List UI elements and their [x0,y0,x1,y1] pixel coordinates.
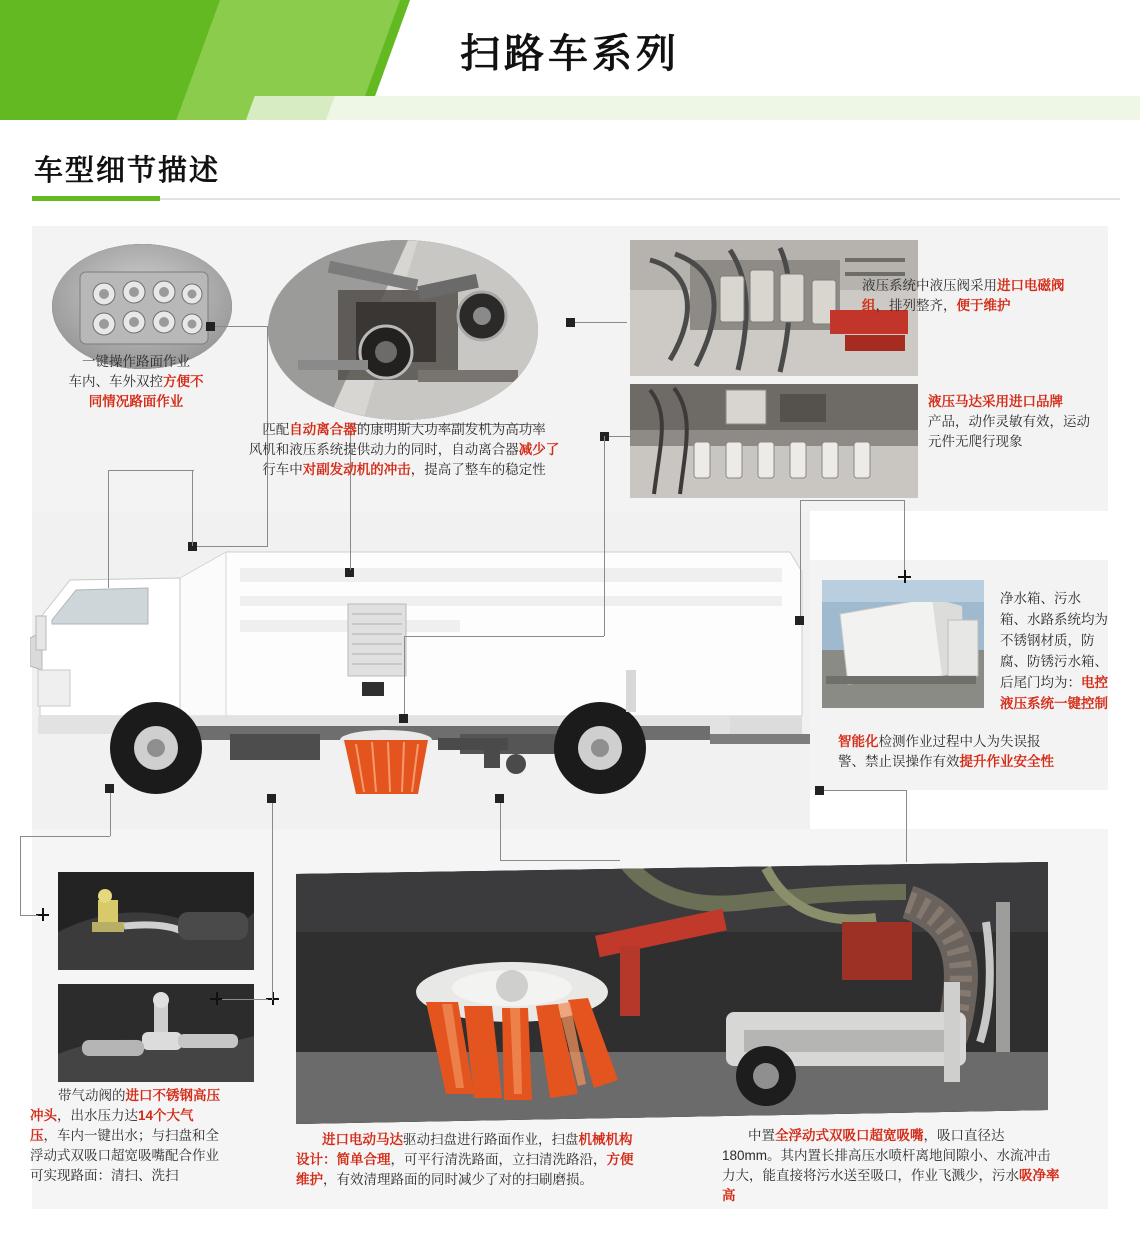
connector-line [800,500,801,620]
caption-line: 箱、水路系统均为 [1000,612,1108,627]
connector-line [20,915,38,916]
caption-intelligent [838,732,1128,772]
caption-line: 腐、防锈污水箱、 [1000,654,1108,669]
caption-water-tank [1000,588,1126,714]
caption-line: 180mm。其内置长排高压水喷杆离地间隙小、水流冲击 [722,1148,1051,1163]
connector-line [272,800,273,1000]
marker-truck-rear [815,786,824,795]
caption-line: 同情况路面作业 [88,394,184,409]
caption-line: 设计：简单合理，可平行清洗路面，立扫清洗路沿，方便 [296,1152,634,1167]
auto-clutch-engine-photo [268,240,538,420]
connector-line [108,470,109,588]
water-tank-photo [822,580,984,708]
connector-line [904,500,905,570]
caption-line: 产品，动作灵敏有效，运动 [928,414,1090,429]
caption-line: 冲头，出水压力达14个大气 [30,1108,194,1123]
caption-line: 力大，能直接将污水送至吸口，作业飞溅少，污水吸净率 [722,1168,1060,1183]
connector-line [906,790,907,862]
caption-line: 液压马达采用进口品牌 [928,394,1063,409]
caption-nozzle [30,1086,280,1186]
marker-truck-suction [495,794,504,803]
connector-line [215,326,267,327]
caption-line: 浮动式双吸口超宽吸嘴配合作业 [30,1148,219,1163]
caption-line: 一键操作路面作业 [82,354,190,369]
caption-line: 车内、车外双控方便不 [68,374,204,389]
caption-line: 液压系统中液压阀采用进口电磁阀 [862,278,1065,293]
caption-line: 风机和液压系统提供动力的同时，自动离合器减少了 [248,442,560,457]
control-panel-photo [52,244,232,369]
caption-hydraulic-valve [862,276,1112,316]
sweeping-disc-photo [296,862,1048,1124]
hydraulic-motor-photo [630,384,918,498]
caption-line: 高 [722,1188,736,1203]
page-header [0,0,1140,120]
header-underbar [325,96,1140,120]
section-rule-gray [160,198,1120,200]
caption-disc-motor [296,1130,692,1190]
caption-line: 进口电动马达驱动扫盘进行路面作业，扫盘机械机构 [322,1132,633,1147]
connector-line [609,436,631,437]
connector-line [575,322,627,323]
connector-line [500,860,620,861]
connector-line [404,636,405,718]
connector-line [196,546,268,547]
caption-line: 行车中对副发动机的冲击，提高了整车的稳定性 [262,462,546,477]
section-rule-green [32,196,160,201]
connector-line [110,790,111,836]
caption-line: 中置全浮动式双吸口超宽吸嘴，吸口直径达 [748,1128,1005,1143]
marker-truck-brush [267,794,276,803]
caption-suction [722,1126,1124,1206]
section-title: 车型细节描述 [34,155,221,187]
caption-line: 智能化检测作业过程中人为失误报 [838,734,1041,749]
connector-line [820,790,906,791]
marker-control-panel [206,322,215,331]
caption-line: 可实现路面：清扫、洗扫 [30,1168,179,1183]
caption-hydraulic-motor [928,392,1124,452]
high-pressure-nozzle-photo [58,872,254,970]
marker-truck-mid [399,714,408,723]
caption-line: 净水箱、污水 [1000,591,1081,606]
caption-line: 组，排列整齐，便于维护 [862,298,1011,313]
caption-line: 压，车内一键出水；与扫盘和全 [30,1128,219,1143]
connector-line [604,436,605,636]
connector-line [20,836,21,916]
connector-line [192,470,193,546]
connector-line [222,999,268,1000]
marker-tank-truck [795,616,804,625]
caption-line: 匹配自动离合器的康明斯大功率副发机为高功率 [262,422,546,437]
marker-truck-lower-left [105,784,114,793]
connector-line [108,470,194,471]
caption-clutch [218,420,590,480]
connector-line [800,500,904,501]
caption-line: 不锈钢材质，防 [1000,633,1095,648]
plus-marker-tank [898,570,911,583]
caption-line: 元件无爬行现象 [928,434,1023,449]
caption-control-panel [36,352,236,412]
sweeper-truck-illustration [30,520,820,830]
page-title: 扫路车系列 [460,32,680,76]
caption-line: 液压系统一键控制 [1000,696,1108,711]
marker-valve-left [566,318,575,327]
caption-line: 警、禁止误操作有效提升作业安全性 [838,754,1054,769]
connector-line [20,836,110,837]
caption-line: 带气动阀的进口不锈钢高压 [58,1088,220,1103]
caption-line: 维护，有效清理路面的同时减少了对的扫刷磨损。 [296,1172,593,1187]
connector-line [404,636,604,637]
caption-line: 后尾门均为：电控 [1000,675,1108,690]
connector-line [500,800,501,860]
